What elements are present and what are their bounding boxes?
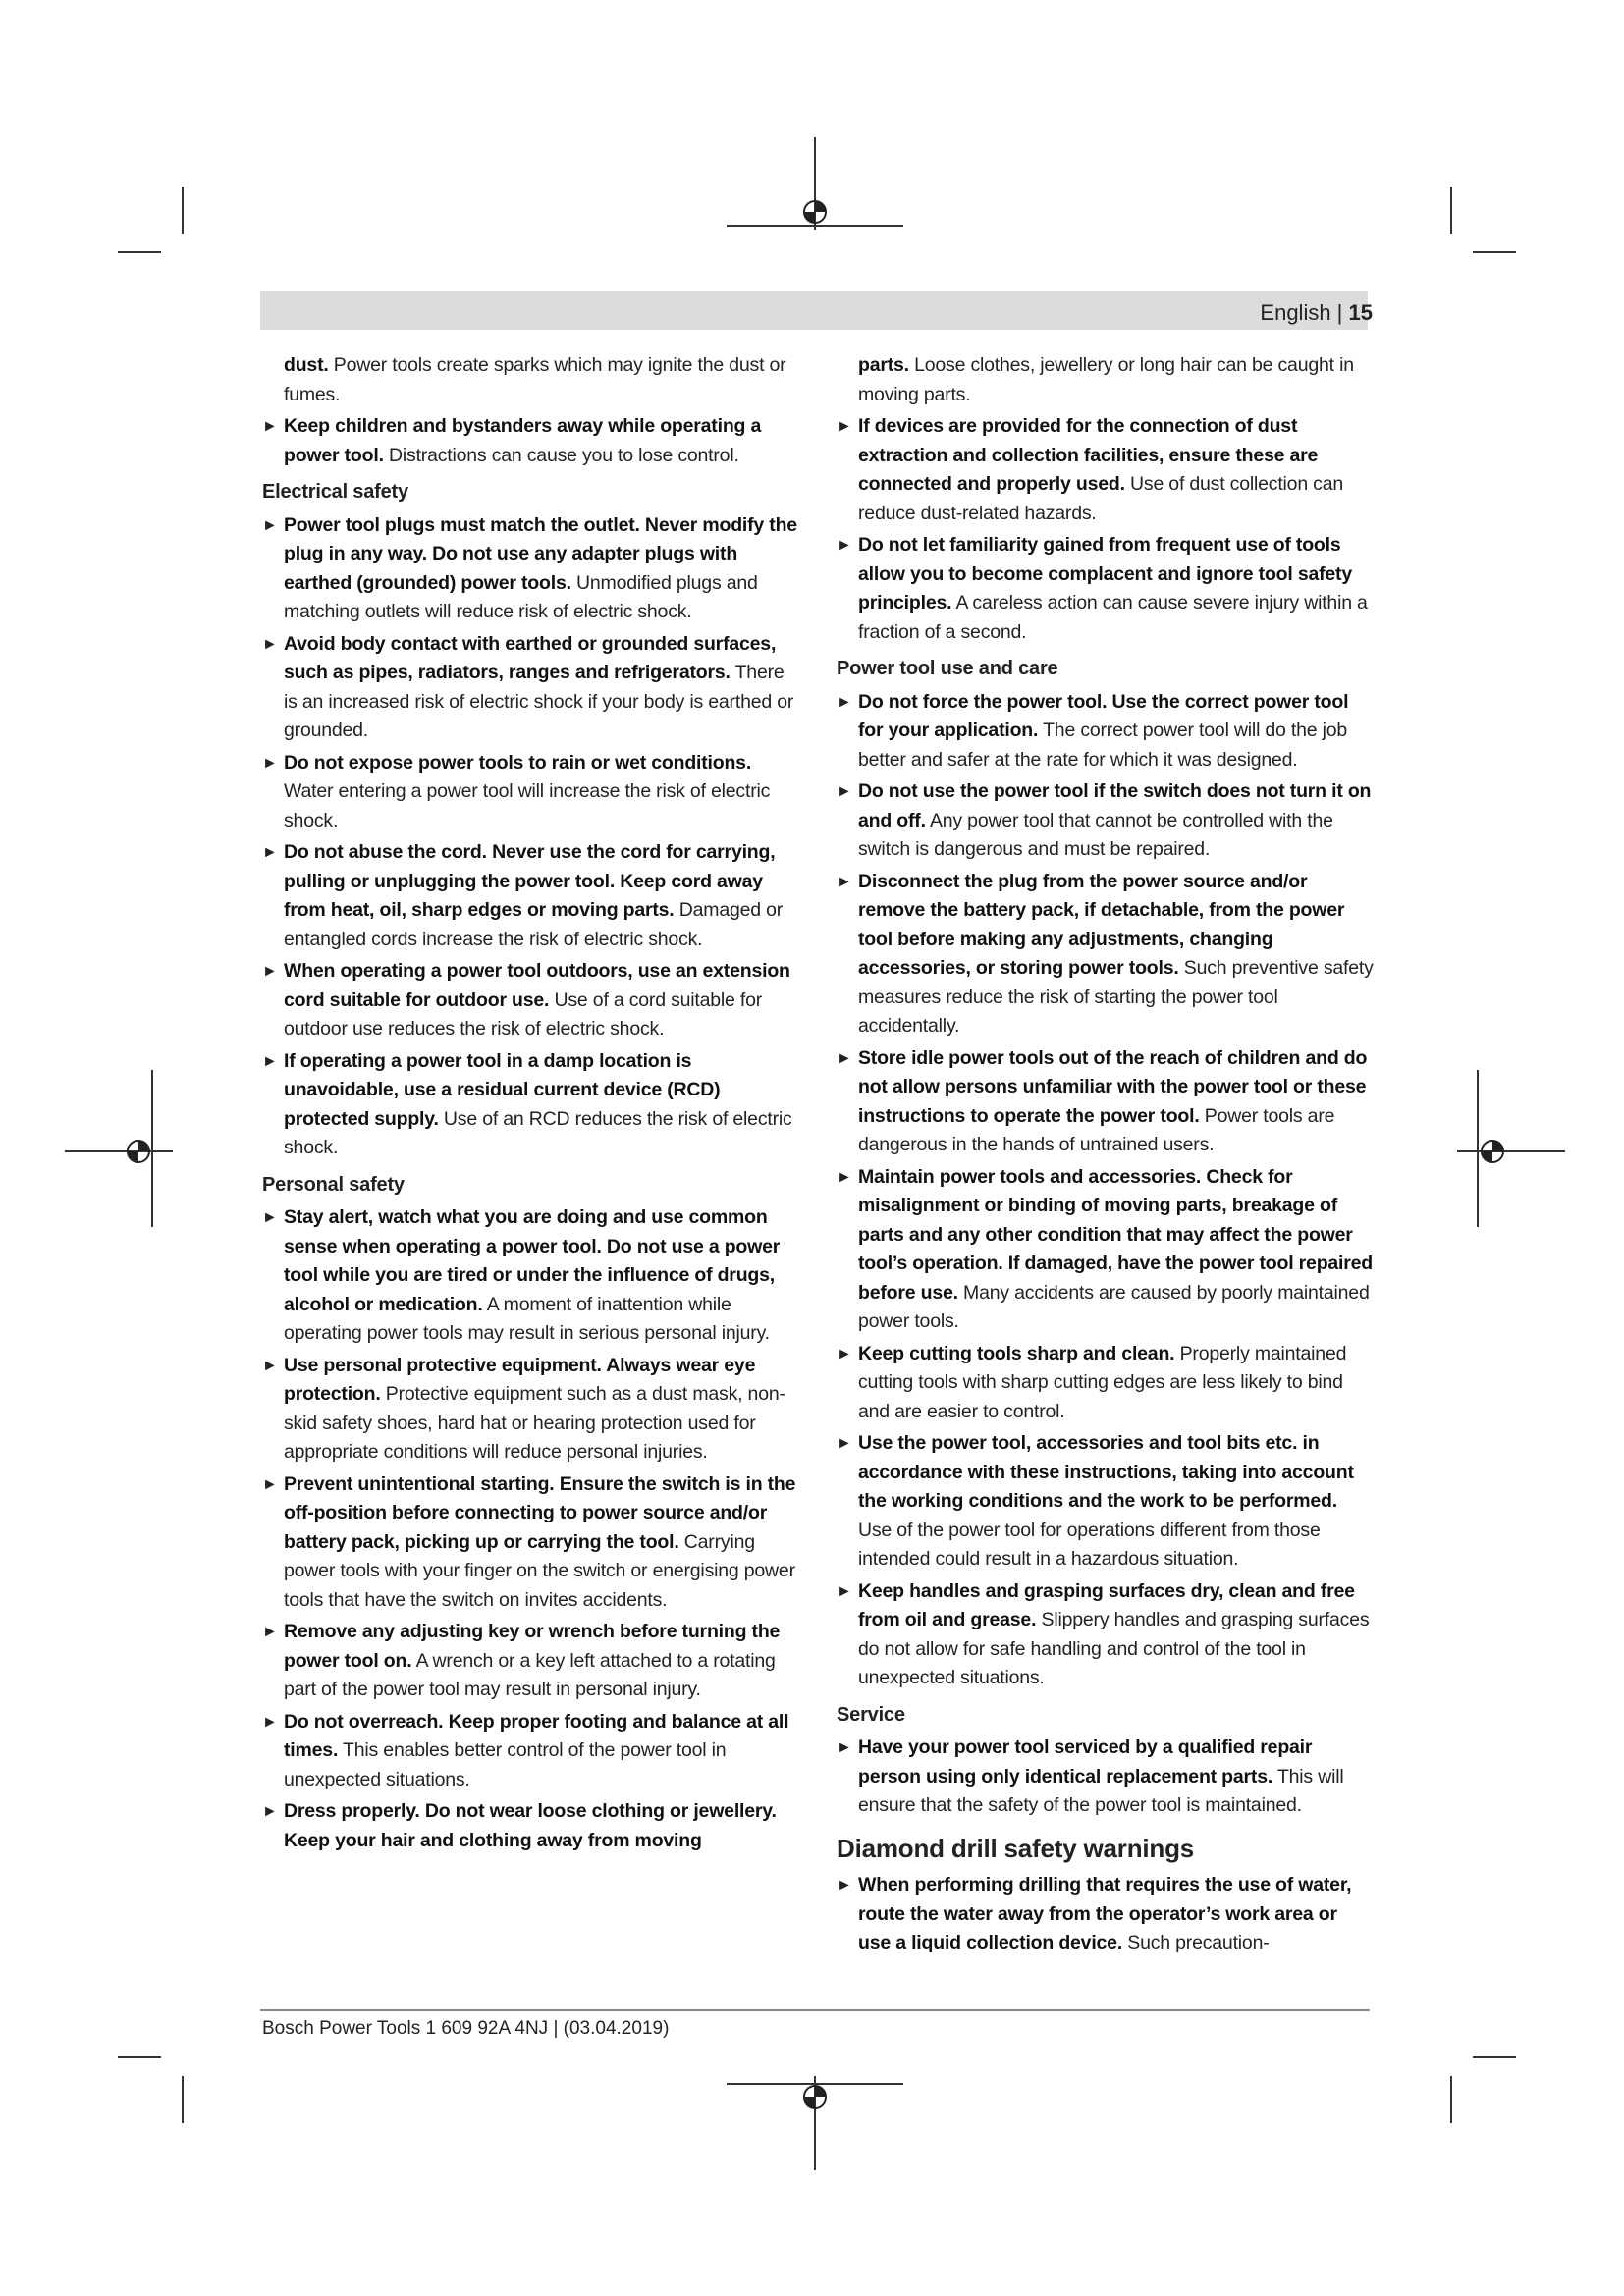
crop-mark bbox=[1450, 2076, 1452, 2123]
warning-bold-text: Dress properly. Do not wear loose clothing or jewellery. Keep your hair and clothing away from moving bbox=[284, 1800, 777, 1851]
warning-body-text: Damaged or entangled cords increase the risk of electric shock. bbox=[284, 899, 784, 950]
section-heading: Personal safety bbox=[262, 1173, 405, 1196]
continued-paragraph bbox=[284, 351, 800, 409]
warning-bold-text: Avoid body contact with earthed or grounded surfaces, such as pipes, radiators, ranges and refrigerators. bbox=[284, 632, 777, 683]
warning-item bbox=[262, 630, 800, 746]
warning-bold-text: Disconnect the plug from the power source and/or remove the battery pack, if detachable, from the power tool before making any adjustments, changing accessories, or storing power tools. bbox=[858, 870, 1345, 979]
warning-bold-text: Keep children and bystanders away while operating a power tool. bbox=[284, 415, 762, 466]
warning-body-text: Properly maintained cutting tools with sharp cutting edges are less likely to bind and are easier to control. bbox=[858, 1342, 1347, 1422]
warning-body-text: This will ensure that the safety of the power tool is maintained. bbox=[858, 1765, 1344, 1816]
left-column bbox=[262, 351, 800, 1858]
warning-body-text: Use of the power tool for operations different from those intended could result in a hazardous situation. bbox=[858, 1519, 1321, 1570]
crop-mark bbox=[182, 187, 184, 234]
warning-item bbox=[262, 1708, 800, 1795]
warning-item bbox=[837, 412, 1375, 528]
warning-item bbox=[262, 1618, 800, 1705]
footer-text: Bosch Power Tools 1 609 92A 4NJ | (03.04.2019) bbox=[262, 2018, 670, 2039]
bullet-arrow-icon: ► bbox=[837, 1582, 852, 1600]
bullet-arrow-icon: ► bbox=[837, 1168, 852, 1186]
bullet-arrow-icon: ► bbox=[262, 1357, 278, 1374]
crop-mark bbox=[1473, 2056, 1516, 2058]
bullet-arrow-icon: ► bbox=[262, 1713, 278, 1731]
warning-body-text: A careless action can cause severe injury within a fraction of a second. bbox=[858, 592, 1368, 643]
warning-item bbox=[837, 531, 1375, 647]
warning-body-text: Such precaution- bbox=[1122, 1932, 1270, 1953]
warning-body-text: This enables better control of the power tool in unexpected situations. bbox=[284, 1739, 727, 1790]
bullet-arrow-icon: ► bbox=[262, 1803, 278, 1820]
warning-item bbox=[837, 1734, 1375, 1821]
warning-bold-text: If devices are provided for the connection of dust extraction and collection facilities, ensure these are connected and properly used. bbox=[858, 415, 1319, 495]
warning-item bbox=[262, 749, 800, 836]
warning-bold-text: Do not expose power tools to rain or wet conditions. bbox=[284, 751, 752, 774]
warning-item bbox=[837, 777, 1375, 865]
bullet-arrow-icon: ► bbox=[837, 1435, 852, 1452]
warning-item bbox=[262, 1470, 800, 1616]
warning-item bbox=[837, 1871, 1375, 1958]
warning-bold-text: Do not force the power tool. Use the correct power tool for your application. bbox=[858, 690, 1349, 741]
warning-bold-text: When performing drilling that requires the use of water, route the water away from the operator’s work area or use a liquid collection device. bbox=[858, 1874, 1352, 1953]
warning-bold-text: Use personal protective equipment. Always wear eye protection. bbox=[284, 1354, 756, 1405]
warning-bold-text: If operating a power tool in a damp location is unavoidable, use a residual current device (RCD) protected supply. bbox=[284, 1049, 721, 1130]
warning-bold-text: parts. bbox=[858, 354, 909, 376]
continued-paragraph bbox=[858, 351, 1375, 409]
warning-bold-text: Do not let familiarity gained from frequent use of tools allow you to become complacent and ignore tool safety principles. bbox=[858, 534, 1352, 614]
bullet-arrow-icon: ► bbox=[262, 1624, 278, 1640]
crop-mark bbox=[118, 251, 161, 253]
bullet-arrow-icon: ► bbox=[837, 1049, 852, 1067]
warning-bold-text: Stay alert, watch what you are doing and use common sense when operating a power tool. Do not use a power tool while you are tired or under the influence of drugs, alcohol or medication. bbox=[284, 1206, 781, 1315]
bullet-arrow-icon: ► bbox=[837, 1345, 852, 1362]
warning-body-text: Unmodified plugs and matching outlets will reduce risk of electric shock. bbox=[284, 571, 758, 622]
warning-bold-text: Store idle power tools out of the reach of children and do not allow persons unfamiliar with the power tool or these instructions to operate the power tool. bbox=[858, 1046, 1368, 1127]
bullet-arrow-icon: ► bbox=[837, 418, 852, 435]
crop-mark bbox=[182, 2076, 184, 2123]
registration-line bbox=[65, 1150, 173, 1152]
warning-item bbox=[837, 1429, 1375, 1575]
warning-item bbox=[262, 1352, 800, 1468]
registration-target-icon bbox=[802, 2084, 828, 2109]
registration-line bbox=[151, 1070, 153, 1227]
warning-body-text: Such preventive safety measures reduce the risk of starting the power tool accidentally. bbox=[858, 957, 1374, 1037]
warning-body-text: Power tools are dangerous in the hands of untrained users. bbox=[858, 1104, 1335, 1155]
bullet-arrow-icon: ► bbox=[837, 537, 852, 554]
warning-bold-text: Do not overreach. Keep proper footing and balance at all times. bbox=[284, 1710, 789, 1761]
warning-body-text: Water entering a power tool will increase the risk of electric shock. bbox=[284, 780, 771, 831]
registration-target-icon bbox=[126, 1139, 151, 1164]
warning-item bbox=[262, 1797, 800, 1855]
warning-body-text: Carrying power tools with your finger on the switch or energising power tools that have the switch on invites accidents. bbox=[284, 1530, 795, 1611]
footer-rule bbox=[260, 2009, 1370, 2011]
warning-bold-text: Keep handles and grasping surfaces dry, clean and free from oil and grease. bbox=[858, 1579, 1355, 1630]
warning-bold-text: Maintain power tools and accessories. Check for misalignment or binding of moving parts, breakage of parts and any other condition that may affect the power tool’s operation. If damaged, have the power tool repaired before use. bbox=[858, 1165, 1374, 1304]
warning-item bbox=[262, 838, 800, 954]
warning-item bbox=[262, 957, 800, 1044]
warning-body-text: Use of a cord suitable for outdoor use reduces the risk of electric shock. bbox=[284, 988, 763, 1040]
bullet-arrow-icon: ► bbox=[262, 754, 278, 772]
bullet-arrow-icon: ► bbox=[262, 1052, 278, 1070]
registration-line bbox=[727, 225, 903, 227]
warning-bold-text: Prevent unintentional starting. Ensure the switch is in the off-position before connecting to power source and/or battery pack, picking up or carrying the tool. bbox=[284, 1472, 796, 1553]
warning-bold-text: Remove any adjusting key or wrench before turning the power tool on. bbox=[284, 1621, 781, 1672]
section-heading: Electrical safety bbox=[262, 481, 408, 503]
bullet-arrow-icon: ► bbox=[262, 418, 278, 435]
bullet-arrow-icon: ► bbox=[262, 635, 278, 653]
bullet-arrow-icon: ► bbox=[837, 1877, 852, 1894]
warning-body-text: A moment of inattention while operating power tools may result in serious personal injury. bbox=[284, 1293, 770, 1344]
crop-mark bbox=[118, 2056, 161, 2058]
page-number: 15 bbox=[1348, 300, 1373, 325]
bullet-arrow-icon: ► bbox=[262, 1475, 278, 1493]
warning-body-text: Any power tool that cannot be controlled with the switch is dangerous and must be repaired. bbox=[858, 809, 1333, 860]
warning-item bbox=[837, 1044, 1375, 1160]
registration-target-icon bbox=[802, 199, 828, 225]
warning-item bbox=[262, 1047, 800, 1163]
warning-bold-text: Use the power tool, accessories and tool bits etc. in accordance with these instructions, taking into account the working conditions and the work to be performed. bbox=[858, 1432, 1354, 1512]
warning-item bbox=[262, 412, 800, 470]
warning-item bbox=[837, 1340, 1375, 1427]
warning-item bbox=[837, 1163, 1375, 1337]
warning-body-text: Loose clothes, jewellery or long hair can be caught in moving parts. bbox=[858, 354, 1354, 405]
section-title: Diamond drill safety warnings bbox=[837, 1833, 1195, 1863]
bullet-arrow-icon: ► bbox=[837, 783, 852, 800]
warning-body-text: Use of dust collection can reduce dust-related hazards. bbox=[858, 473, 1344, 524]
warning-item bbox=[837, 1577, 1375, 1693]
warning-body-text: Use of an RCD reduces the risk of electric shock. bbox=[284, 1107, 792, 1158]
page-header bbox=[1260, 300, 1373, 326]
warning-bold-text: Do not use the power tool if the switch does not turn it on and off. bbox=[858, 780, 1372, 831]
warning-item bbox=[262, 511, 800, 627]
warning-body-text: Power tools create sparks which may ignite the dust or fumes. bbox=[284, 354, 786, 405]
bullet-arrow-icon: ► bbox=[837, 693, 852, 711]
warning-body-text: Protective equipment such as a dust mask, non-skid safety shoes, hard hat or hearing protection used for appropriate conditions will reduce personal injuries. bbox=[284, 1383, 785, 1463]
crop-mark bbox=[1473, 251, 1516, 253]
header-band bbox=[260, 291, 1368, 330]
warning-bold-text: dust. bbox=[284, 354, 329, 376]
warning-body-text: A wrench or a key left attached to a rotating part of the power tool may result in personal injury. bbox=[284, 1649, 776, 1700]
header-language: English bbox=[1260, 300, 1331, 325]
warning-item bbox=[262, 1203, 800, 1349]
warning-item bbox=[837, 868, 1375, 1041]
warning-bold-text: Keep cutting tools sharp and clean. bbox=[858, 1342, 1175, 1364]
section-heading: Power tool use and care bbox=[837, 658, 1058, 679]
registration-line bbox=[1477, 1070, 1479, 1227]
section-heading: Service bbox=[837, 1703, 905, 1726]
warning-body-text: There is an increased risk of electric shock if your body is earthed or grounded. bbox=[284, 662, 794, 741]
bullet-arrow-icon: ► bbox=[262, 1209, 278, 1226]
registration-line bbox=[1457, 1150, 1565, 1152]
registration-target-icon bbox=[1480, 1139, 1505, 1164]
warning-bold-text: Do not abuse the cord. Never use the cord for carrying, pulling or unplugging the power tool. Keep cord away from heat, oil, sharp edges or moving parts. bbox=[284, 841, 776, 921]
warning-item bbox=[837, 688, 1375, 775]
bullet-arrow-icon: ► bbox=[837, 1739, 852, 1756]
warning-body-text: Distractions can cause you to lose control. bbox=[383, 444, 739, 466]
right-column bbox=[837, 351, 1375, 1961]
warning-bold-text: Power tool plugs must match the outlet. Never modify the plug in any way. Do not use any adapter plugs with earthed (grounded) power tools. bbox=[284, 513, 797, 594]
bullet-arrow-icon: ► bbox=[837, 873, 852, 890]
warning-body-text: Slippery handles and grasping surfaces do not allow for safe handling and control of the tool in unexpected situations. bbox=[858, 1609, 1370, 1688]
warning-body-text: Many accidents are caused by poorly maintained power tools. bbox=[858, 1281, 1370, 1332]
crop-mark bbox=[1450, 187, 1452, 234]
warning-body-text: The correct power tool will do the job better and safer at the rate for which it was designed. bbox=[858, 720, 1348, 771]
bullet-arrow-icon: ► bbox=[262, 963, 278, 980]
bullet-arrow-icon: ► bbox=[262, 844, 278, 861]
warning-bold-text: Have your power tool serviced by a qualified repair person using only identical replacement parts. bbox=[858, 1736, 1313, 1788]
header-separator: | bbox=[1330, 300, 1349, 325]
bullet-arrow-icon: ► bbox=[262, 516, 278, 534]
warning-bold-text: When operating a power tool outdoors, use an extension cord suitable for outdoor use. bbox=[284, 960, 790, 1011]
